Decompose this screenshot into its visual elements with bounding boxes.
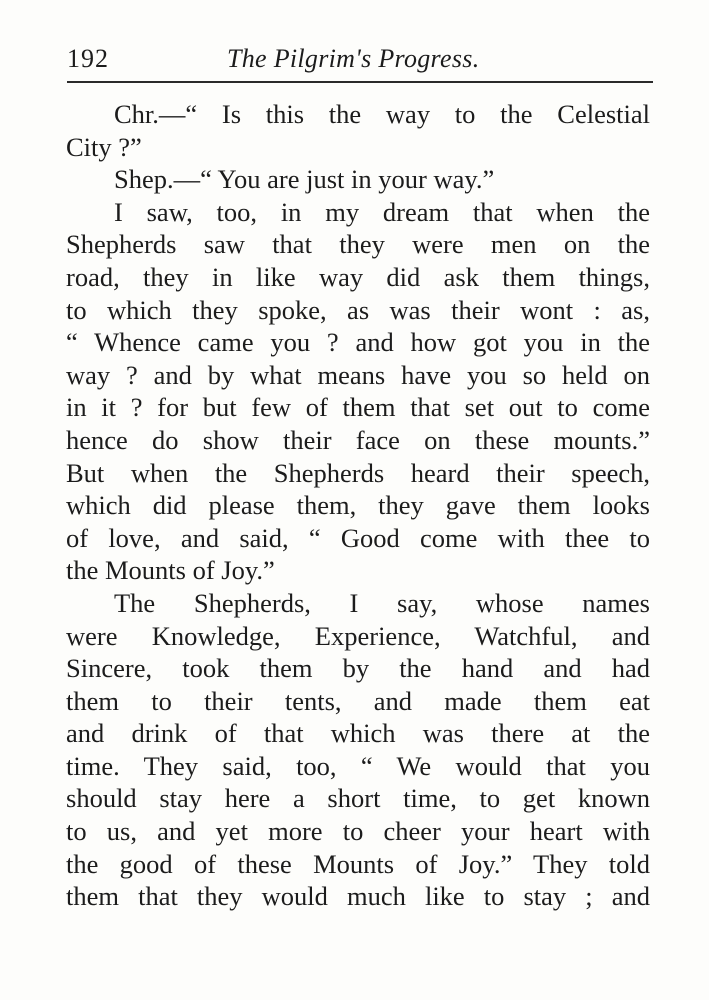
page-number: 192: [67, 44, 109, 73]
text-line: road, they in like way did ask them things,: [66, 261, 650, 292]
running-title: The Pilgrim's Progress.: [227, 44, 480, 73]
text-line: the Mounts of Joy.”: [66, 555, 275, 586]
text-line: were Knowledge, Experience, Watchful, and: [66, 620, 650, 651]
body-text: [66, 98, 650, 913]
text-line: in it ? for but few of them that set out to come: [66, 392, 650, 423]
text-line: City ?”: [66, 131, 142, 162]
text-line: the good of these Mounts of Joy.” They told: [66, 848, 650, 879]
text-line: Sincere, took them by the hand and had: [66, 653, 650, 684]
text-line: them to their tents, and made them eat: [66, 685, 650, 716]
text-line: But when the Shepherds heard their speech,: [66, 457, 650, 488]
text-line: hence do show their face on these mounts.”: [66, 424, 650, 455]
text-line: should stay here a short time, to get known: [66, 783, 650, 814]
text-line: and drink of that which was there at the: [66, 718, 650, 749]
text-line: them that they would much like to stay ; and: [66, 881, 650, 912]
text-line: to which they spoke, as was their wont : as,: [66, 294, 650, 325]
text-line: Shep.—“ You are just in your way.”: [114, 164, 495, 195]
text-line: Chr.—“ Is this the way to the Celestial: [114, 99, 650, 129]
text-line: of love, and said, “ Good come with thee to: [66, 522, 650, 553]
text-line: I saw, too, in my dream that when the: [114, 196, 650, 227]
text-line: way ? and by what means have you so held on: [66, 359, 650, 390]
text-line: which did please them, they gave them looks: [66, 490, 650, 521]
text-line: time. They said, too, “ We would that you: [66, 750, 650, 781]
text-line: Shepherds saw that they were men on the: [66, 229, 650, 260]
text-line: The Shepherds, I say, whose names: [114, 587, 650, 618]
text-line: to us, and yet more to cheer your heart with: [66, 816, 650, 847]
running-head: [67, 40, 653, 80]
header-rule: [67, 81, 653, 83]
text-line: “ Whence came you ? and how got you in the: [66, 327, 650, 358]
